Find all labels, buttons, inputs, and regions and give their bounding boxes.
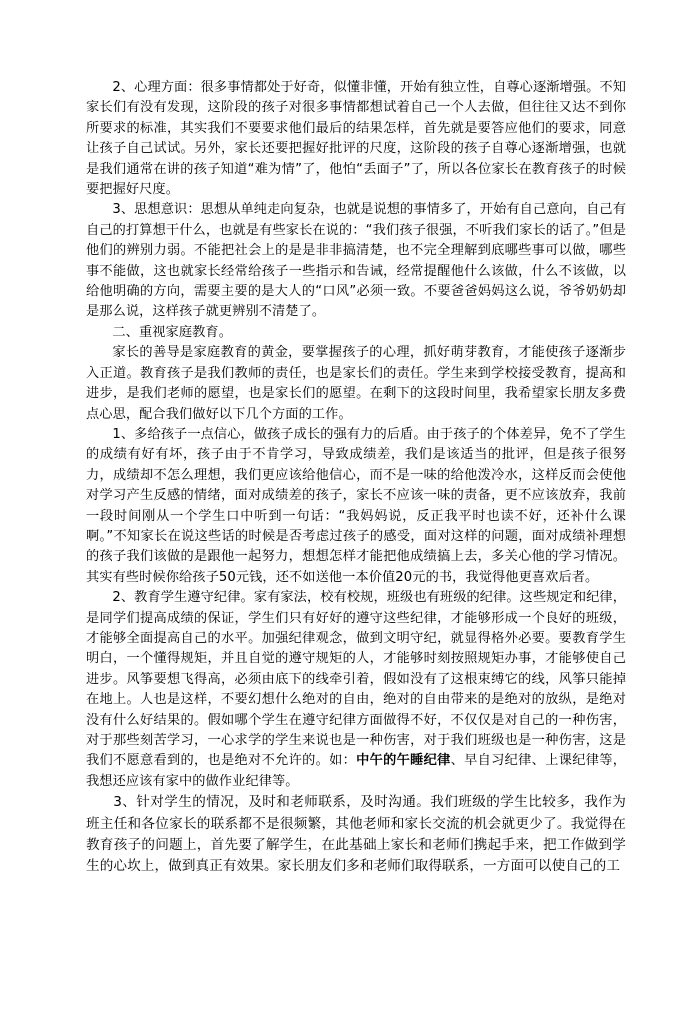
paragraph-discipline <box>86 588 626 792</box>
section-heading-family-education: 二、重视家庭教育。 <box>112 324 232 340</box>
paragraph-confidence: 1、多给孩子一点信心，做孩子成长的强有力的后盾。由于孩子的个体差异，免不了学生的成绩有好有坏，孩子由于不肯学习，导致成绩差，我们是该适当的批评，但是孩子很努力，成绩却不怎么理想，我们更应该给他信心，而不是一味的给他泼冷水，这样反而会使他对学习产生反感的情绪，面对成绩差的孩子，家长不应该一味的责备，更不应该放弃，我前一段时间刚从一个学生口中听到一句话：“我妈妈说，反正我平时也读不好，还补什么课啊。”不知家长在说这些话的时候是否考虑过孩子的感受，面对这样的问题，面对成绩补理想的孩子我们该做的是跟他一起努力，想想怎样才能把他成绩搞上去，多关心他的学习情况。其实有些时候你给孩子50元钱，还不如送他一本价值20元的书，我觉得他更喜欢后者。 <box>86 426 626 585</box>
paragraph-psychology: 2、心理方面：很多事情都处于好奇，似懂非懂，开始有独立性，自尊心逐渐增强。不知家长们有没有发现，这阶段的孩子对很多事情都想试着自己一个人去做，但往往又达不到你所要求的标准，其实我们不要要求他们最后的结果怎样，首先就是要答应他们的要求，同意让孩子自己试试。另外，家长还要把握好批评的尺度，这阶段的孩子自尊心逐渐增强，也就是我们通常在讲的孩子知道“难为情”了，他怕“丢面子”了，所以各位家长在教育孩子的时候要把握好尺度。 <box>86 80 626 198</box>
paragraph-thinking: 3、思想意识：思想从单纯走向复杂，也就是说想的事情多了，开始有自己意向，自己有自己的打算想干什么，也就是有些家长在说的：“我们孩子很强，不听我们家长的话了。”但是他们的辨别力弱。不能把社会上的是是非非搞清楚，也不完全理解到底哪些事可以做，哪些事不能做，这也就家长经常给孩子一些指示和告诫，经常提醒他什么该做，什么不该做，以给他明确的方向，需要主要的是大人的“口风”必须一致。不要爸爸妈妈这么说，爷爷奶奶却是那么说，这样孩子就更辨别不清楚了。 <box>86 202 626 320</box>
paragraph-parent-guidance: 家长的善导是家庭教育的黄金，要掌握孩子的心理，抓好萌芽教育，才能使孩子逐渐步入正道。教育孩子是我们教师的责任，也是家长们的责任。学生来到学校接受教育，提高和进步，是我们老师的愿望，也是家长们的愿望。在剩下的这段时间里，我希望家长朋友多费点心思，配合我们做好以下几个方面的工作。 <box>86 345 626 422</box>
discipline-text-before: 2、教育学生遵守纪律。家有家法，校有校规，班级也有班级的纪律。这些规定和纪律，是同学们提高成绩的保证，学生们只有好好的遵守这些纪律，才能够形成一个良好的班级，才能够全面提高自己的水平。加强纪律观念，做到文明守纪，就显得格外必要。要教育学生明白，一个懂得规矩，并且自觉的遵守规矩的人，才能够时刻按照规矩办事，才能够使自己进步。风筝要想飞得高，必须由底下的线牵引着，假如没有了这根束缚它的线，风筝只能掉在地上。人也是这样，不要幻想什么绝对的自由，绝对的自由带来的是绝对的放纵，是绝对没有什么好结果的。假如哪个学生在遵守纪律方面做得不好，不仅仅是对自己的一种伤害，对于那些刻苦学习，一心求学的学生来说也是一种伤害，对于我们班级也是一种伤害，这是我们不愿意看到的，也是绝对不允许的。如： <box>86 590 626 769</box>
paragraph-communication: 3、针对学生的情况，及时和老师联系，及时沟通。我们班级的学生比较多，我作为班主任和各位家长的联系都不是很频繁，其他老师和家长交流的机会就更少了。我觉得在教育孩子的问题上，首先要了解学生，在此基础上家长和老师们携起手来，把工作做到学生的心坎上，做到真正有效果。家长朋友们多和老师们取得联系，一方面可以使自己的工 <box>86 794 626 875</box>
discipline-bold-text: 中午的午睡纪律 <box>356 753 451 769</box>
discipline-text-after: 、早自习纪律、上课纪律等，我想还应该有家中的做作业纪律等。 <box>86 753 627 789</box>
